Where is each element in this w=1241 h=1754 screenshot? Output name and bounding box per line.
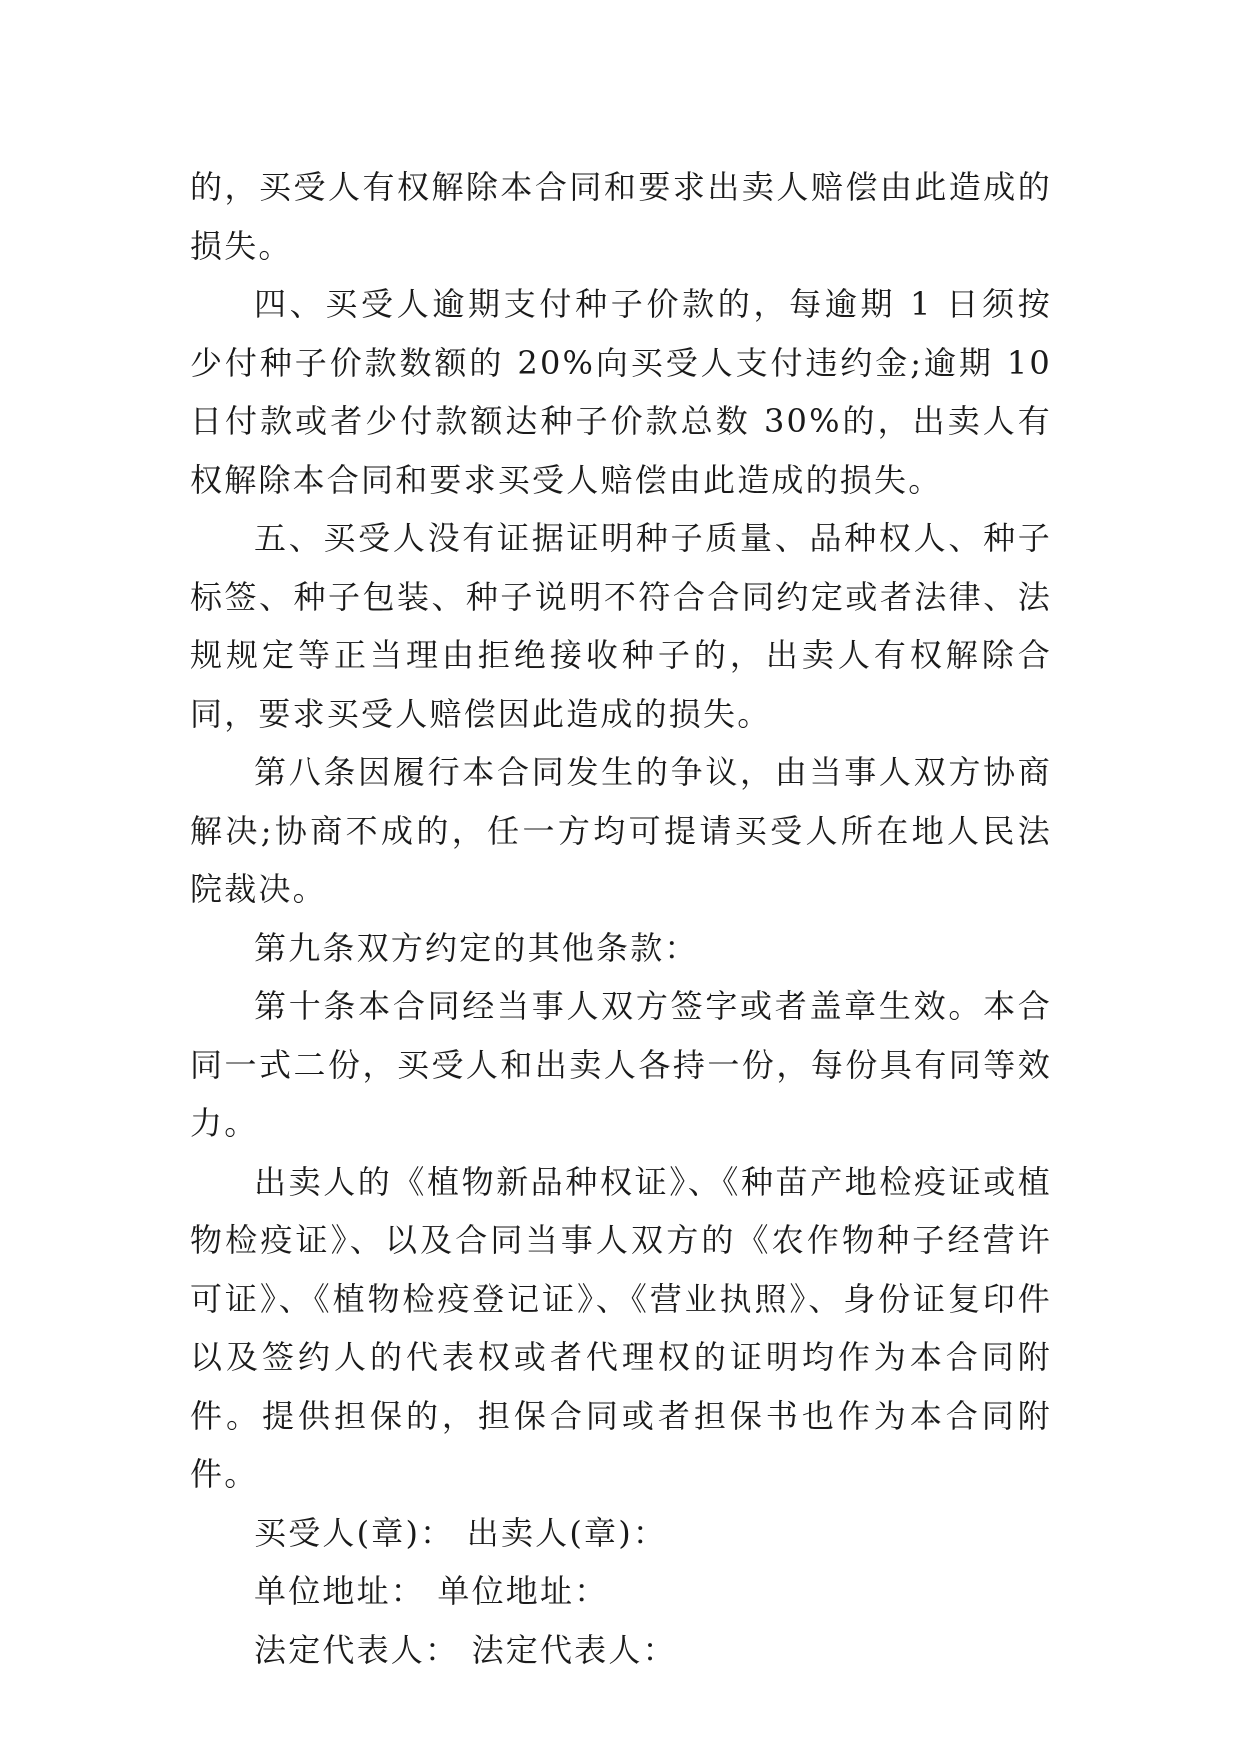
paragraph-clause-5: 五、买受人没有证据证明种子质量、品种权人、种子标签、种子包装、种子说明不符合合同约定或者法律、法规规定等正当理由拒绝接收种子的，出卖人有权解除合同，要求买受人赔偿因此造成的损失。 [190,519,1052,733]
buyer-address-label: 单位地址： [254,1572,426,1610]
document-page [190,158,1052,1679]
paragraph-continuation: 的，买受人有权解除本合同和要求出卖人赔偿由此造成的损失。 [190,168,1052,265]
paragraph-attachments: 出卖人的《植物新品种权证》、《种苗产地检疫证或植物检疫证》、以及合同当事人双方的《农作物种子经营许可证》、《植物检疫登记证》、《营业执照》、身份证复印件以及签约人的代表权或者代理权的证明均作为本合同附件。提供担保的，担保合同或者担保书也作为本合同附件。 [190,1162,1052,1493]
paragraph-article-9: 第九条双方约定的其他条款： [254,928,699,967]
paragraph-article-10: 第十条本合同经当事人双方签字或者盖章生效。本合同一式二份，买受人和出卖人各持一份，每份具有同等效力。 [190,987,1052,1142]
paragraph-article-8: 第八条因履行本合同发生的争议，由当事人双方协商解决;协商不成的，任一方均可提请买受人所在地人民法院裁决。 [190,753,1052,908]
buyer-seal-label: 买受人(章)： [254,1513,455,1552]
signature-seal-line [190,1504,1052,1563]
seller-address-label: 单位地址： [437,1572,609,1610]
paragraph-clause-4: 四、买受人逾期支付种子价款的，每逾期 1 日须按少付种子价款数额的 20%向买受人支付违约金;逾期 10 日付款或者少付款额达种子价款总数 30%的，出卖人有权解除本合同和要求买受人赔偿由此造成的损失。 [190,285,1052,499]
signature-address-line [190,1562,1052,1621]
signature-representative-line [190,1621,1052,1680]
buyer-representative-label: 法定代表人： [254,1630,460,1669]
seller-representative-label: 法定代表人： [471,1630,677,1669]
seller-seal-label: 出卖人(章)： [466,1513,668,1552]
